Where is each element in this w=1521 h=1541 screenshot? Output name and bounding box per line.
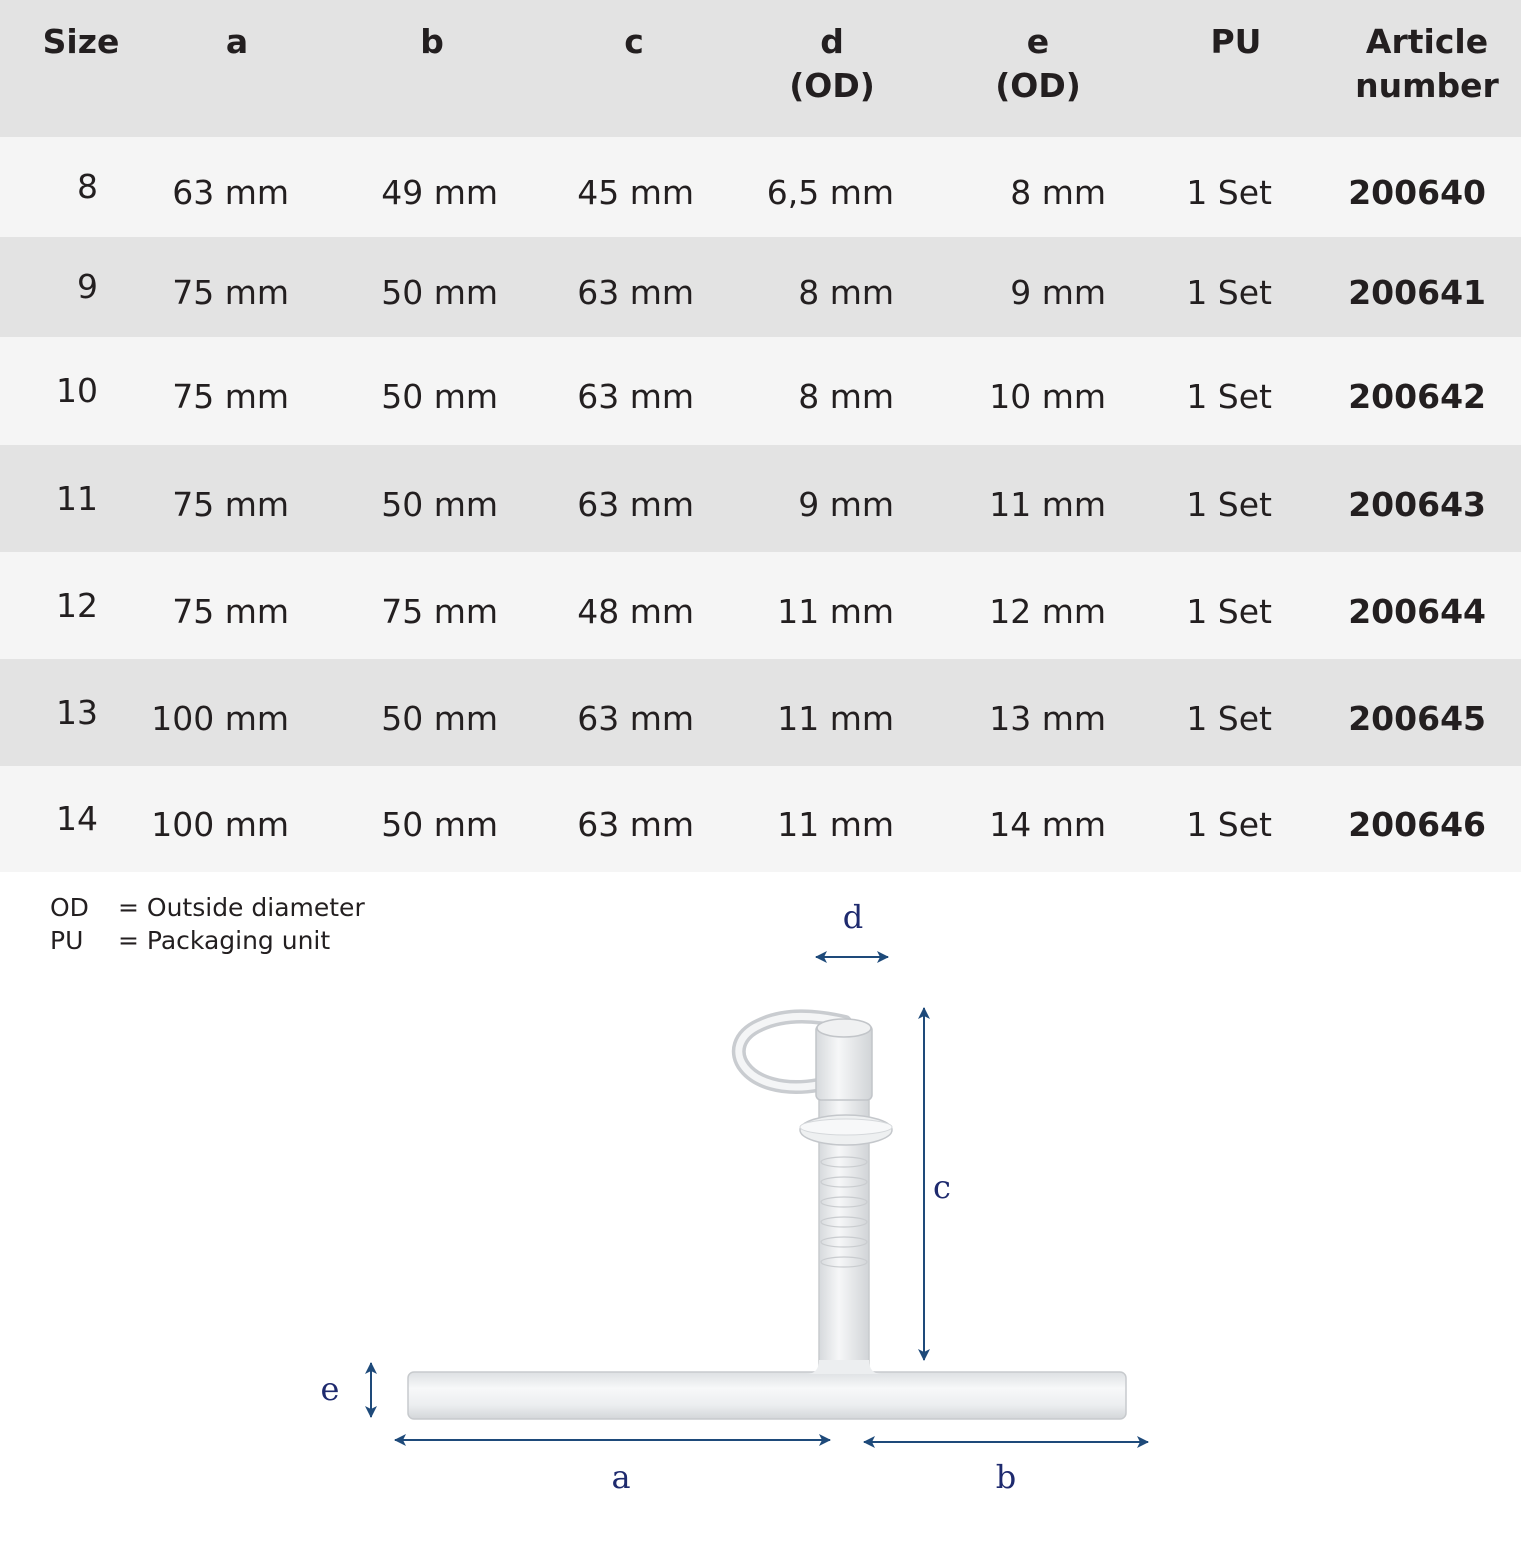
dimension-label-b: b <box>995 1458 1017 1496</box>
cell-a: 100 mm <box>151 698 289 738</box>
cell-e: 14 mm <box>989 805 1106 844</box>
cell-b: 50 mm <box>381 698 498 738</box>
cell-size: 9 <box>77 267 98 306</box>
cell-size: 14 <box>56 799 98 838</box>
cell-a: 75 mm <box>172 377 289 416</box>
cell-b: 50 mm <box>381 805 498 844</box>
cell-size: 13 <box>56 692 98 732</box>
cell-pu: 1 Set <box>1186 698 1272 738</box>
header-label: Size <box>42 22 120 61</box>
legend-definition: = Packaging unit <box>118 926 331 955</box>
header-label: d <box>820 22 844 61</box>
cell-d: 11 mm <box>777 805 894 844</box>
header-label-sub: (OD) <box>995 66 1081 105</box>
header-label: e <box>1026 22 1050 61</box>
cell-c: 63 mm <box>577 377 694 416</box>
cell-d: 11 mm <box>777 591 894 631</box>
cell-article-number: 200642 <box>1348 377 1486 416</box>
cell-a: 75 mm <box>172 591 289 631</box>
dimension-label-a: a <box>611 1458 631 1496</box>
cell-c: 48 mm <box>577 591 694 631</box>
header-label: c <box>624 22 644 61</box>
dimension-label-c: c <box>933 1168 951 1206</box>
header-label-sub: number <box>1355 66 1499 105</box>
cell-a: 63 mm <box>172 173 289 212</box>
header-label-sub: (OD) <box>789 66 875 105</box>
cell-article-number: 200646 <box>1348 805 1486 844</box>
legend-abbr: PU <box>50 926 84 955</box>
cell-b: 50 mm <box>381 484 498 524</box>
cell-pu: 1 Set <box>1186 591 1272 631</box>
cell-d: 8 mm <box>798 273 894 312</box>
cell-pu: 1 Set <box>1186 484 1272 524</box>
header-label: Article <box>1365 22 1489 61</box>
cell-size: 12 <box>56 585 98 625</box>
cell-b: 50 mm <box>381 377 498 416</box>
cell-b: 49 mm <box>381 173 498 212</box>
cell-b: 50 mm <box>381 273 498 312</box>
cell-pu: 1 Set <box>1186 805 1272 844</box>
cell-d: 9 mm <box>798 484 894 524</box>
cell-c: 63 mm <box>577 805 694 844</box>
cell-d: 6,5 mm <box>766 173 894 212</box>
cell-c: 45 mm <box>577 173 694 212</box>
cell-e: 12 mm <box>989 591 1106 631</box>
cell-size: 11 <box>56 478 98 518</box>
cell-pu: 1 Set <box>1186 173 1272 212</box>
cell-a: 75 mm <box>172 484 289 524</box>
cell-e: 8 mm <box>1010 173 1106 212</box>
cell-c: 63 mm <box>577 484 694 524</box>
cell-a: 75 mm <box>172 273 289 312</box>
cell-e: 13 mm <box>989 698 1106 738</box>
cell-pu: 1 Set <box>1186 273 1272 312</box>
cell-e: 10 mm <box>989 377 1106 416</box>
cell-a: 100 mm <box>151 805 289 844</box>
cell-c: 63 mm <box>577 698 694 738</box>
cell-article-number: 200643 <box>1348 484 1486 524</box>
legend-definition: = Outside diameter <box>118 893 365 922</box>
dimension-label-d: d <box>842 898 864 936</box>
header-label: a <box>225 22 249 61</box>
cell-article-number: 200644 <box>1348 591 1486 631</box>
header-label: PU <box>1210 22 1262 61</box>
legend-abbr: OD <box>50 893 89 922</box>
cell-article-number: 200640 <box>1348 173 1486 212</box>
t-connector-illustration <box>408 1016 1126 1419</box>
cell-pu: 1 Set <box>1186 377 1272 416</box>
cell-article-number: 200641 <box>1348 273 1486 312</box>
cell-c: 63 mm <box>577 273 694 312</box>
cell-size: 10 <box>56 371 98 410</box>
cell-e: 11 mm <box>989 484 1106 524</box>
cell-b: 75 mm <box>381 591 498 631</box>
cell-d: 8 mm <box>798 377 894 416</box>
cell-e: 9 mm <box>1010 273 1106 312</box>
cell-size: 8 <box>77 167 98 206</box>
cell-article-number: 200645 <box>1348 698 1486 738</box>
cell-d: 11 mm <box>777 698 894 738</box>
dimension-label-e: e <box>320 1370 340 1408</box>
header-label: b <box>420 22 444 61</box>
